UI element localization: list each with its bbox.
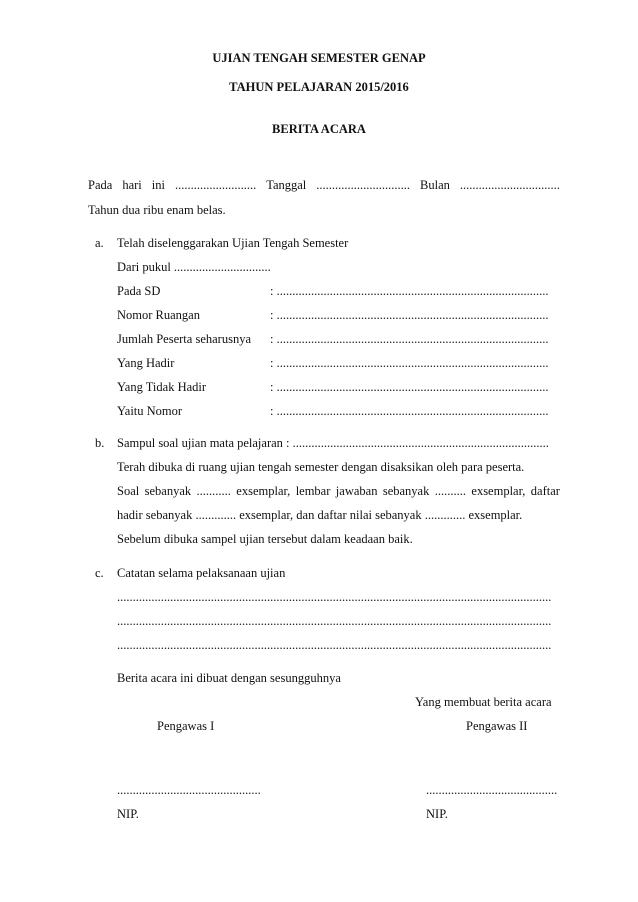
field-label-school: Pada SD xyxy=(117,284,161,298)
section-b-word: Soal xyxy=(117,484,140,498)
section-a-marker: a. xyxy=(95,236,104,250)
intro-line-1 xyxy=(88,177,560,193)
section-a-line-1: Telah diselenggarakan Ujian Tengah Semester xyxy=(117,236,349,250)
academic-year: TAHUN PELAJARAN 2015/2016 xyxy=(229,80,409,94)
section-c-heading: Catatan selama pelaksanaan ujian xyxy=(117,566,286,580)
intro-word: Tanggal xyxy=(266,178,307,192)
closing-statement: Berita acara ini dibuat dengan sesungguhnya xyxy=(117,671,341,685)
intro-word: Pada xyxy=(88,178,113,192)
supervisor-1-nip: NIP. xyxy=(117,807,139,821)
section-b-word: jawaban xyxy=(335,484,378,498)
section-b-word: exsemplar, xyxy=(471,484,526,498)
section-b-line-3 xyxy=(117,483,560,499)
section-b-word: exsemplar, xyxy=(236,484,291,498)
supervisor-2-nip: NIP. xyxy=(426,807,448,821)
field-label-expected-participants: Jumlah Peserta seharusnya xyxy=(117,332,251,346)
field-value-expected-participants: : ....................................................................................... xyxy=(270,332,549,346)
intro-line-2: Tahun dua ribu enam belas. xyxy=(88,203,226,217)
section-b-line-5: Sebelum dibuka sampel ujian tersebut dalam keadaan baik. xyxy=(117,532,413,546)
answer-sheet-count-blank: .......... xyxy=(434,484,466,498)
supervisor-1-signature-line: .............................................. xyxy=(117,783,261,797)
document-title: BERITA ACARA xyxy=(272,122,366,136)
section-b-word: daftar xyxy=(530,484,560,498)
question-count-blank: ........... xyxy=(196,484,231,498)
section-b-word: sebanyak xyxy=(144,484,192,498)
section-c-marker: c. xyxy=(95,566,104,580)
intro-word: ini xyxy=(151,178,165,192)
field-label-absent: Yang Tidak Hadir xyxy=(117,380,207,394)
field-label-absent-numbers: Yaitu Nomor xyxy=(117,404,183,418)
date-blank: .............................. xyxy=(316,178,411,192)
section-b-line-2: Terah dibuka di ruang ujian tengah semester dengan disaksikan oleh para peserta. xyxy=(117,460,525,474)
exam-title: UJIAN TENGAH SEMESTER GENAP xyxy=(212,51,426,65)
section-b-marker: b. xyxy=(95,436,105,450)
supervisor-2-signature-line: .......................................... xyxy=(426,783,558,797)
supervisor-1-label: Pengawas I xyxy=(157,719,215,733)
report-maker-label: Yang membuat berita acara xyxy=(415,695,552,709)
section-b-word: sebanyak xyxy=(382,484,430,498)
intro-word: Bulan xyxy=(420,178,450,192)
day-blank: .......................... xyxy=(174,178,257,192)
field-value-absent-numbers: : ....................................................................................... xyxy=(270,404,549,418)
section-b-word: lembar xyxy=(295,484,331,498)
field-value-room: : ....................................................................................... xyxy=(270,308,549,322)
field-label-present: Yang Hadir xyxy=(117,356,175,370)
notes-line: ........................................................................................................................................... xyxy=(117,590,552,604)
notes-line: ........................................................................................................................................... xyxy=(117,638,552,652)
field-value-present: : ....................................................................................... xyxy=(270,356,549,370)
intro-word: hari xyxy=(122,178,142,192)
supervisor-2-label: Pengawas II xyxy=(466,719,528,733)
field-value-school: : ....................................................................................... xyxy=(270,284,549,298)
section-b-line-4: hadir sebanyak ............. exsemplar, dan daftar nilai sebanyak ............. exsemplar. xyxy=(117,508,523,522)
section-a-line-2: Dari pukul ............................... xyxy=(117,260,271,274)
month-blank: ................................ xyxy=(459,178,560,192)
notes-line: ........................................................................................................................................... xyxy=(117,614,552,628)
section-b-line-1: Sampul soal ujian mata pelajaran : .................................................................................. xyxy=(117,436,549,450)
field-value-absent: : ....................................................................................... xyxy=(270,380,549,394)
field-label-room: Nomor Ruangan xyxy=(117,308,200,322)
